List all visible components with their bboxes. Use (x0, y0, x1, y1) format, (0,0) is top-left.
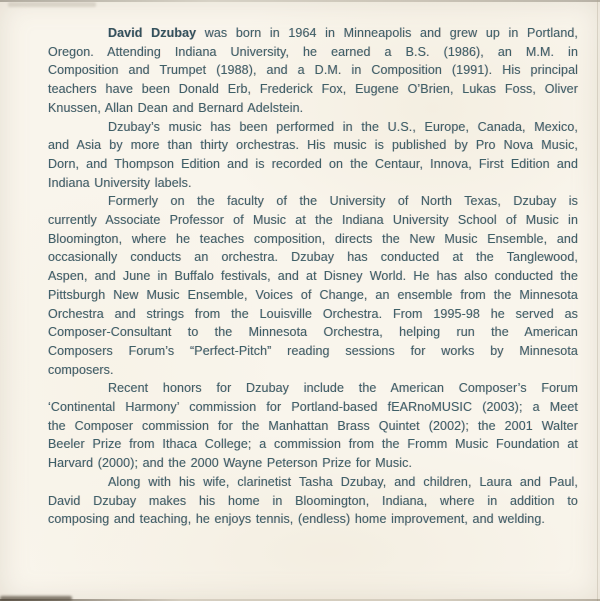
bio-line (48, 473, 578, 492)
bio-line (48, 379, 578, 398)
bio-paragraph-4 (48, 379, 578, 473)
bio-line-text: Beeler Prize from Ithaca College; a commission from the Fromm Music Foundation at (48, 437, 578, 452)
bio-line (48, 118, 578, 137)
bio-line (48, 155, 578, 174)
bio-line-text: Indiana University labels. (48, 175, 192, 190)
bio-line-text: Composer-Consultant to the Minnesota Orchestra, helping run the American (48, 325, 578, 340)
bio-line (48, 192, 578, 211)
bio-line-text: composing and teaching, he enjoys tennis, (endless) home improvement, and welding. (48, 512, 545, 527)
bio-line (48, 417, 578, 436)
bio-line (48, 323, 578, 342)
bio-paragraph-5 (48, 473, 578, 529)
bio-line-text: Dzubay’s music has been performed in the U.S., Europe, Canada, Mexico, (108, 119, 578, 134)
bio-line-text: Pittsburgh New Music Ensemble, Voices of Change, an ensemble from the Minnesota (48, 287, 578, 302)
bio-line-text: Composition and Trumpet (1988), and a D.M. in Composition (1991). His principal (48, 63, 578, 78)
composer-name: David Dzubay (108, 26, 197, 40)
bio-line (48, 398, 578, 417)
scan-artifact-top-left (8, 2, 96, 7)
bio-line-text: Recent honors for Dzubay include the American Composer’s Forum (108, 381, 578, 396)
bio-paragraph-1 (48, 24, 578, 118)
bio-line (48, 230, 578, 249)
bio-line (48, 454, 578, 473)
bio-line-text: David Dzubay makes his home in Bloomington, Indiana, where in addition to (48, 493, 578, 508)
bio-line-text: currently Associate Professor of Music at the Indiana University School of Music in (48, 213, 578, 228)
bio-line-text: Aspen, and June in Buffalo festivals, and at Disney World. He has also conducted the (48, 269, 578, 284)
bio-line (48, 99, 578, 118)
biography-text-block (48, 24, 578, 529)
bio-line-text: Oregon. Attending Indiana University, he earned a B.S. (1986), an M.M. in (48, 44, 578, 59)
bio-line (48, 24, 578, 43)
bio-line (48, 361, 578, 380)
bio-line (48, 492, 578, 511)
bio-line-text: the Composer commission for the Manhattan Brass Quintet (2002); the 2001 Walter (48, 418, 578, 433)
bio-line (48, 435, 578, 454)
bio-line (48, 305, 578, 324)
bio-line-text: Along with his wife, clarinetist Tasha Dzubay, and children, Laura and Paul, (108, 474, 578, 489)
bio-line (48, 342, 578, 361)
bio-line (48, 286, 578, 305)
bio-line (48, 80, 578, 99)
bio-paragraph-3 (48, 192, 578, 379)
bio-line-text: was born in 1964 in Minneapolis and grew up in Portland, (196, 26, 578, 40)
bio-line-text: Dorn, and Thompson Edition and is recorded on the Centaur, Innova, First Edition and (48, 156, 578, 171)
bio-line (48, 248, 578, 267)
bio-line (48, 61, 578, 80)
bio-line-text: Orchestra and strings from the Louisville Orchestra. From 1995-98 he served as (48, 306, 578, 321)
bio-line-text: occasionally conducts an orchestra. Dzubay has conducted at the Tanglewood, (48, 250, 578, 265)
bio-paragraph-2 (48, 118, 578, 193)
bio-line (48, 267, 578, 286)
bio-line-text: teachers have been Donald Erb, Frederick Fox, Eugene O’Brien, Lukas Foss, Oliver (48, 82, 578, 97)
bio-line (48, 211, 578, 230)
bio-line (48, 43, 578, 62)
bio-line-text: and Asia by more than thirty orchestras. His music is published by Pro Nova Music, (48, 138, 578, 153)
bio-line-text: Knussen, Allan Dean and Bernard Adelstein. (48, 100, 304, 115)
bio-line-text: Formerly on the faculty of the University of North Texas, Dzubay is (108, 194, 578, 209)
bio-line-text: Harvard (2000); and the 2000 Wayne Peterson Prize for Music. (48, 456, 413, 471)
bio-line (48, 136, 578, 155)
bio-line-text: Bloomington, where he teaches composition, directs the New Music Ensemble, and (48, 231, 578, 246)
bio-line (48, 174, 578, 193)
bio-line (48, 510, 578, 529)
bio-line-text: Composers Forum’s “Perfect-Pitch” reading sessions for works by Minnesota (48, 343, 578, 358)
bio-line-text: composers. (48, 362, 114, 377)
scan-edge-right (597, 0, 598, 601)
bio-line-text: ‘Continental Harmony’ commission for Portland-based fEARnoMUSIC (2003); a Meet (48, 400, 578, 415)
